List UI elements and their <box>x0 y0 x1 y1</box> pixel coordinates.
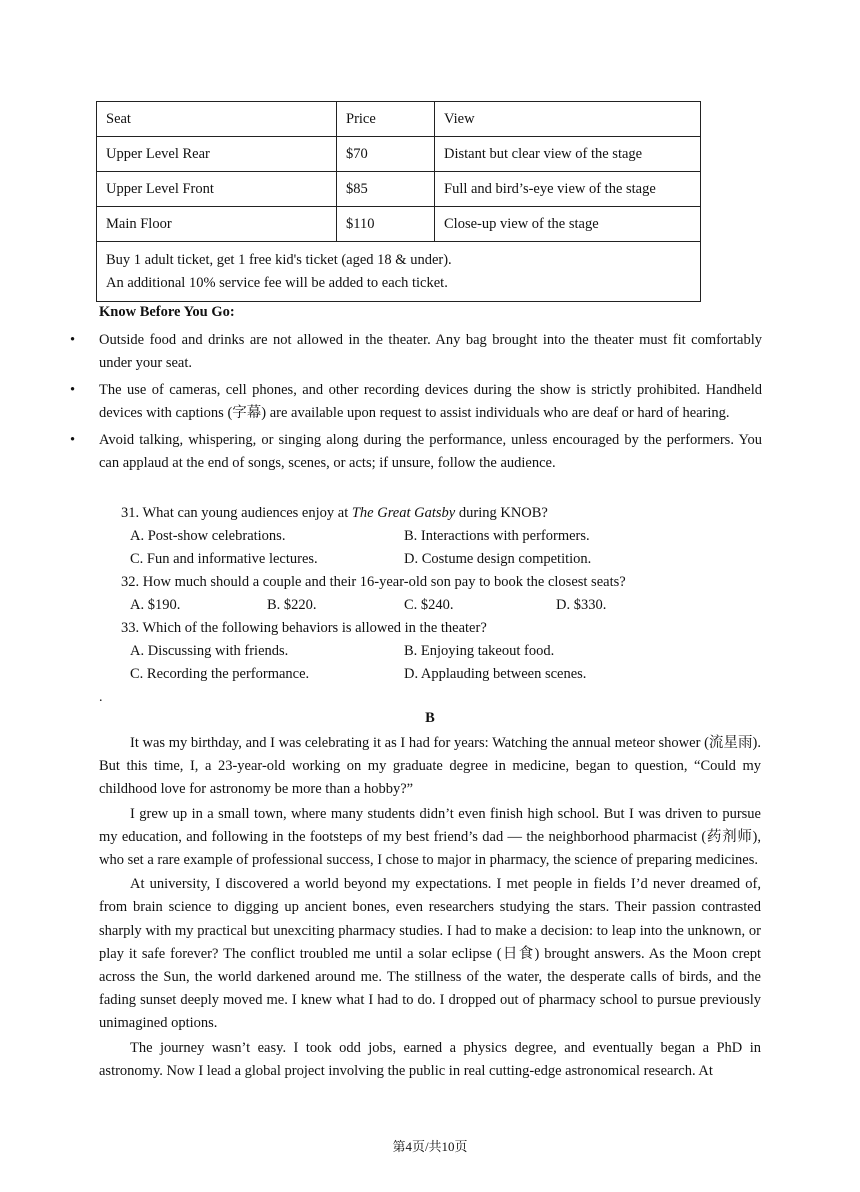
table-row <box>97 137 701 172</box>
paragraph: I grew up in a small town, where many students didn’t even finish high school. But I was driven to pursue my education, and following in the footsteps of my best friend’s dad — the neighborhood pharmacist (药剂师), who set a rare example of professional success, I chose to major in pharmacy, the science of preparing medicines. <box>99 805 761 869</box>
list-item <box>70 379 762 425</box>
table-header-row <box>97 102 701 137</box>
table-cell: $85 <box>337 172 435 207</box>
paragraph: The journey wasn’t easy. I took odd jobs, earned a physics degree, and eventually began a PhD in astronomy. Now I lead a global project involving the public in real cutting-edge astronomical research. At <box>99 1039 761 1079</box>
table-note-line: An additional 10% service fee will be added to each ticket. <box>106 275 448 291</box>
table-note-line: Buy 1 adult ticket, get 1 free kid's ticket (aged 18 & under). <box>106 252 452 268</box>
ticket-price-table <box>96 101 701 302</box>
question-text: during KNOB? <box>455 505 548 521</box>
know-before-heading: Know Before You Go: <box>99 304 235 320</box>
question-32-options <box>121 594 761 617</box>
paragraph: At university, I discovered a world beyond my expectations. I met people in fields I’d never dreamed of, from brain science to digging up ancient bones, even researchers studying the stars. Their passion contrasted sharply with my practical but unexciting pharmacy studies. I had to make a decision: to leap into the unknown, or play it safe forever? The conflict troubled me until a solar eclipse (日食) brought answers. As the Moon crept across the Sun, the world darkened around me. The stillness of the water, the desperate calls of birds, and the fading sunset deeply moved me. I knew what I had to do. I dropped out of pharmacy school to pursue previously unimagined options. <box>99 876 761 1032</box>
table-cell: Full and bird’s-eye view of the stage <box>435 172 701 207</box>
section-b-heading: B <box>425 710 435 726</box>
question-31-options <box>121 525 761 548</box>
table-cell: $70 <box>337 137 435 172</box>
option-c: C. Recording the performance. <box>130 666 310 682</box>
bullet-icon: • <box>70 432 76 448</box>
question-31-stem <box>121 502 761 525</box>
table-header-cell: View <box>435 102 701 137</box>
passage-b <box>99 732 761 1084</box>
table-cell: Upper Level Rear <box>97 137 337 172</box>
question-block <box>121 502 761 686</box>
list-item-text: Avoid talking, whispering, or singing along during the performance, unless encouraged by the performers. You can applaud at the end of songs, scenes, or acts; if unsure, follow the audience. <box>99 432 762 471</box>
option-a: A. $190. <box>130 597 181 613</box>
table-cell: Upper Level Front <box>97 172 337 207</box>
table-header-cell: Seat <box>97 102 337 137</box>
table-header-cell: Price <box>337 102 435 137</box>
table-row <box>97 172 701 207</box>
question-text: 31. What can young audiences enjoy at <box>121 505 352 521</box>
table-cell: Close-up view of the stage <box>435 207 701 242</box>
option-d: D. Applauding between scenes. <box>404 666 587 682</box>
option-a: A. Post-show celebrations. <box>130 528 286 544</box>
option-c: C. Fun and informative lectures. <box>130 551 318 567</box>
question-33-options <box>121 640 761 663</box>
bullet-icon: • <box>70 382 76 398</box>
option-b: B. $220. <box>267 597 317 613</box>
list-item <box>70 329 762 375</box>
table-note-row <box>97 242 701 302</box>
table-cell: Main Floor <box>97 207 337 242</box>
question-33-stem: 33. Which of the following behaviors is allowed in the theater? <box>121 620 487 636</box>
option-d: D. $330. <box>556 597 607 613</box>
option-b: B. Interactions with performers. <box>404 528 590 544</box>
question-32-stem: 32. How much should a couple and their 16-year-old son pay to book the closest seats? <box>121 574 626 590</box>
know-before-list <box>70 329 762 479</box>
option-c: C. $240. <box>404 597 454 613</box>
stray-mark: . <box>99 690 103 705</box>
list-item-text: The use of cameras, cell phones, and other recording devices during the show is strictly prohibited. Handheld devices with captions (字幕) are available upon request to assist individuals who are deaf or hard of hearing. <box>99 382 762 421</box>
option-a: A. Discussing with friends. <box>130 643 289 659</box>
list-item <box>70 429 762 475</box>
list-item-text: Outside food and drinks are not allowed in the theater. Any bag brought into the theater must fit comfortably under your seat. <box>99 332 762 371</box>
table-cell: $110 <box>337 207 435 242</box>
bullet-icon: • <box>70 332 76 348</box>
page-footer: 第4页/共10页 <box>392 1139 468 1154</box>
question-31-options <box>121 548 761 571</box>
question-33-options <box>121 663 761 686</box>
paragraph: It was my birthday, and I was celebrating it as I had for years: Watching the annual meteor shower (流星雨). But this time, I, a 23-year-old working on my graduate degree in medicine, began to question, “Could my childhood love for astronomy be more than a hobby?” <box>99 735 761 798</box>
book-title: The Great Gatsby <box>351 505 456 521</box>
table-row <box>97 207 701 242</box>
table-note-cell <box>97 242 701 302</box>
option-b: B. Enjoying takeout food. <box>404 643 555 659</box>
table-cell: Distant but clear view of the stage <box>435 137 701 172</box>
option-d: D. Costume design competition. <box>404 551 592 567</box>
